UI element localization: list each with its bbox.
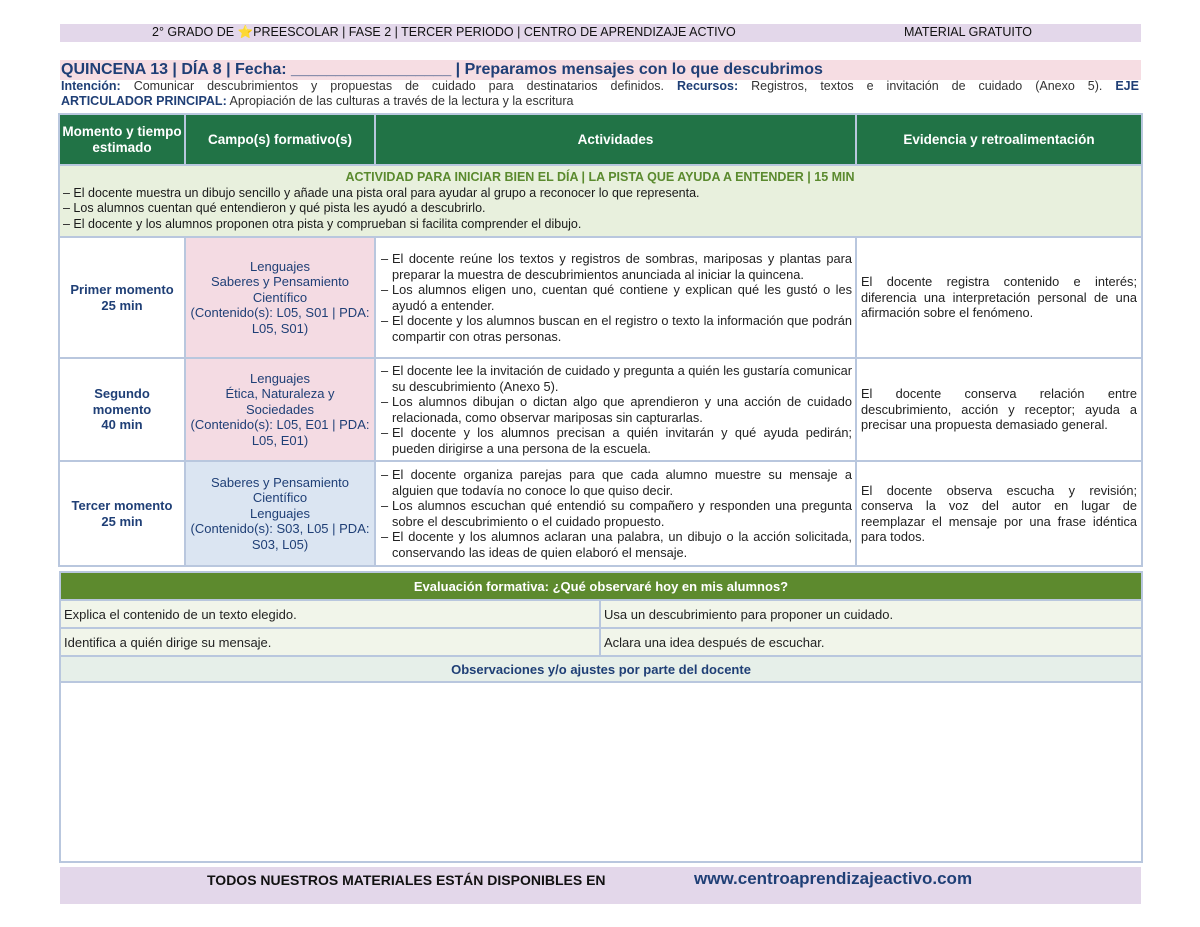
page-title: QUINCENA 13 | DÍA 8 | Fecha: __________________ | Preparamos mensajes con lo que descubrimos (61, 61, 823, 78)
field-cell: Lenguajes Saberes y Pensamiento Científico (Contenido(s): L05, S01 | PDA: L05, S01) (185, 237, 375, 358)
header-evidence: Evidencia y retroalimentación (856, 114, 1142, 165)
website-link[interactable]: www.centroaprendizajeactivo.com (694, 869, 973, 888)
activities-cell (375, 461, 856, 566)
axis-line: ARTICULADOR PRINCIPAL: Apropiación de las culturas a través de la lectura y la escritura (61, 94, 574, 108)
header-activities: Actividades (375, 114, 856, 165)
top-banner (60, 24, 1141, 42)
footer-message: TODOS NUESTROS MATERIALES ESTÁN DISPONIBLES EN (207, 872, 606, 888)
list-item: – Los alumnos escuchan qué entendió su compañero y responden una pregunta sobre el descubrimiento o el cuidado propuesto. (381, 498, 852, 529)
lesson-plan-table (58, 113, 1143, 567)
list-item: – El docente y los alumnos buscan en el registro o texto la información que podrán compartir con otras personas. (381, 313, 852, 344)
table-row (59, 237, 1142, 358)
observations-title: Observaciones y/o ajustes por parte del docente (60, 656, 1142, 682)
day-start-row (59, 165, 1142, 237)
day-start-line: – El docente y los alumnos proponen otra pista y comprueban si facilita comprender el dibujo. (63, 216, 582, 231)
day-start-title: ACTIVIDAD PARA INICIAR BIEN EL DÍA | LA PISTA QUE AYUDA A ENTENDER | 15 MIN (345, 170, 855, 184)
day-start-line: – Los alumnos cuentan qué entendieron y qué pista les ayudó a descubrirlo. (63, 201, 486, 215)
day-start-line: – El docente muestra un dibujo sencillo y añade una pista oral para ayudar al grupo a reconocer lo que representa. (63, 185, 700, 200)
evidence-cell: El docente observa escucha y revisión; conserva la voz del autor en lugar de reemplazar el mensaje por una frase idéntica para todos. (856, 461, 1142, 566)
activities-cell (375, 358, 856, 461)
evidence-cell: El docente registra contenido e interés; diferencia una interpretación personal de una afirmación sobre el fenómeno. (856, 237, 1142, 358)
day-start-activity (59, 165, 1142, 237)
list-item: – El docente organiza parejas para que cada alumno muestre su mensaje a alguien que todavía no conoce lo que quiso decir. (381, 467, 852, 498)
list-item: – Los alumnos eligen uno, cuentan qué contiene y explican qué les gustó o les ayudó a entender. (381, 282, 852, 313)
list-item: – El docente y los alumnos precisan a quién invitarán y qué ayuda pedirán; pueden dirigirse a una persona de la escuela. (381, 425, 852, 456)
moment-cell: Tercer momento 25 min (59, 461, 185, 566)
header-field: Campo(s) formativo(s) (185, 114, 375, 165)
list-item: – El docente reúne los textos y registros de sombras, mariposas y plantas para preparar la muestra de descubrimientos anunciada al iniciar la quincena. (381, 251, 852, 282)
header-moment: Momento y tiempo estimado (59, 114, 185, 165)
intent-line: Intención: Comunicar descubrimientos y propuestas de cuidado para destinatarios definidos. Recursos: Registros, textos e invitación de cuidado (Anexo 5). EJE (61, 79, 1139, 93)
observations-area[interactable] (60, 682, 1142, 862)
free-material-label: MATERIAL GRATUITO (904, 25, 1033, 39)
moment-cell: Segundo momento 40 min (59, 358, 185, 461)
evidence-cell: El docente conserva relación entre descubrimiento, acción y receptor; ayuda a precisar una propuesta demasiado general. (856, 358, 1142, 461)
activities-cell (375, 237, 856, 358)
moment-cell: Primer momento 25 min (59, 237, 185, 358)
evaluation-item: Usa un descubrimiento para proponer un cuidado. (600, 600, 1142, 628)
list-item: – Los alumnos dibujan o dictan algo que aprendieron y una acción de cuidado relacionada, como observar mariposas sin capturarlas. (381, 394, 852, 425)
footer-banner (60, 867, 1141, 904)
evaluation-table (59, 571, 1143, 863)
evaluation-item: Aclara una idea después de escuchar. (600, 628, 1142, 656)
list-item: – El docente lee la invitación de cuidado y pregunta a quién les gustaría comunicar su descubrimiento (Anexo 5). (381, 363, 852, 394)
table-header-row (59, 114, 1142, 165)
evaluation-item: Identifica a quién dirige su mensaje. (60, 628, 600, 656)
evaluation-title: Evaluación formativa: ¿Qué observaré hoy en mis alumnos? (60, 572, 1142, 600)
table-row (59, 358, 1142, 461)
star-icon: ⭐ (237, 25, 254, 39)
table-row (59, 461, 1142, 566)
evaluation-item: Explica el contenido de un texto elegido. (60, 600, 600, 628)
field-cell: Saberes y Pensamiento Científico Lenguajes (Contenido(s): S03, L05 | PDA: S03, L05) (185, 461, 375, 566)
field-cell: Lenguajes Ética, Naturaleza y Sociedades (Contenido(s): L05, E01 | PDA: L05, E01) (185, 358, 375, 461)
grade-info: 2° GRADO DE ⭐PREESCOLAR | FASE 2 | TERCER PERIODO | CENTRO DE APRENDIZAJE ACTIVO (152, 25, 736, 39)
list-item: – El docente y los alumnos aclaran una palabra, un dibujo o la acción solicitada, conservando las ideas de quien elaboró el mensaje. (381, 529, 852, 560)
